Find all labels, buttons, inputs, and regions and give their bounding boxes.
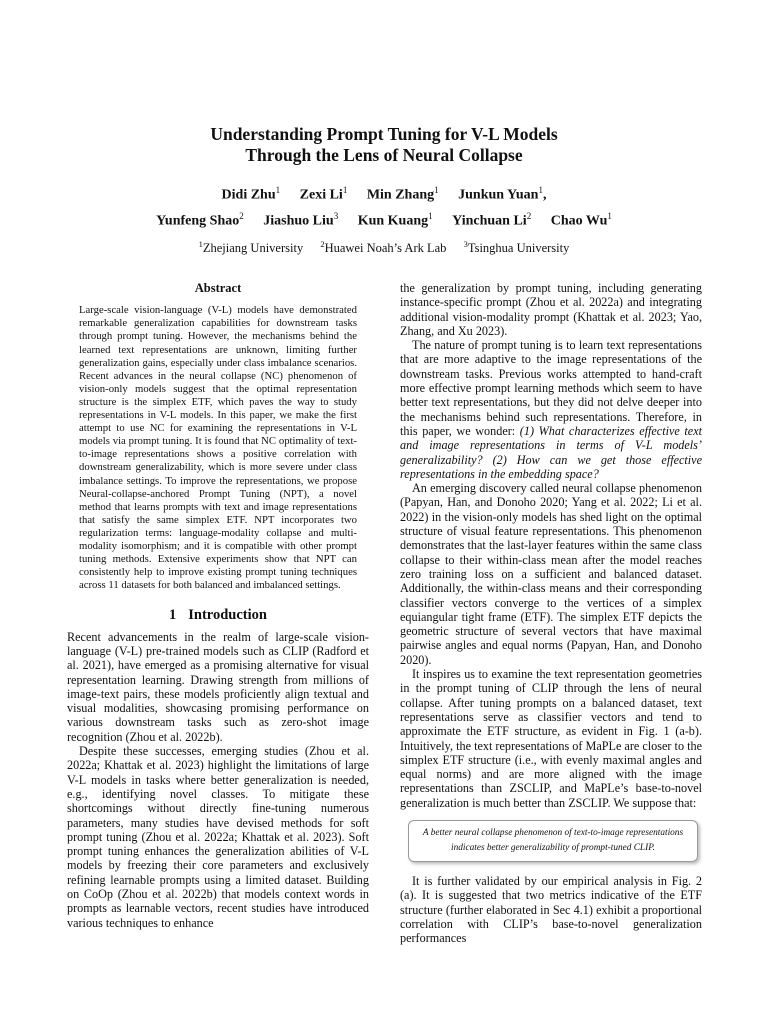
affiliation: $^2$Huawei Noah’s Ark Lab xyxy=(320,239,447,256)
author: Zexi Li$^1$ xyxy=(299,185,348,203)
intro-paragraph-7: It is further validated by our empirical analysis in Fig. 2 (a). It is suggested that two metrics indicative of the ETF structure (further elaborated in Sec 4.1) exhibit a proportional correlation with CLIP’s base-to-novel generalization performances xyxy=(400,873,702,946)
intro-paragraph-3: the generalization by prompt tuning, including generating instance-specific prompt (Zhou et al. 2022a) and integrating additional vision-modality prompt (Khattak et al. 2023; Yao, Zhang, and Xu 2023). xyxy=(400,281,702,338)
author: Didi Zhu$^1$ xyxy=(221,185,281,203)
author: Chao Wu$^1$ xyxy=(550,210,612,229)
paper-header xyxy=(0,124,768,256)
author: Jiashuo Liu$^3$ xyxy=(263,210,339,229)
abstract-heading: Abstract xyxy=(194,281,242,295)
author-row-1 xyxy=(0,180,768,206)
right-column xyxy=(400,281,702,945)
intro-paragraph-4: The nature of prompt tuning is to learn text representations that are more adaptive to the image representations of the downstream tasks. Previous works attempted to hand-craft more effective prompt learning methods which seem to have better text representations, but they did not delve deeper into the mechanisms behind such representations. Therefore, in this paper, we wonder: (1) What characterizes effective text and image representations in terms of V-L models’ generalizability? (2) How can we get those effective representations in the embedding space? xyxy=(400,338,702,481)
author-row-2 xyxy=(0,206,768,232)
author-list xyxy=(0,180,768,231)
research-questions: (1) What characterizes effective text and image representations in terms of V-L models’ generalizability? (2) How can we get those effective representations in the embedding space? xyxy=(400,423,702,481)
author: Junkun Yuan$^1$, xyxy=(458,185,547,203)
affiliation: $^3$Tsinghua University xyxy=(463,239,570,256)
section-title: Introduction xyxy=(188,607,267,624)
title-line-1: Understanding Prompt Tuning for V-L Models xyxy=(210,124,558,144)
callout-line-2: indicates better generalizability of prompt-tuned CLIP. xyxy=(451,842,655,853)
author: Yinchuan Li$^2$ xyxy=(452,210,532,229)
section-heading-introduction xyxy=(67,608,369,622)
left-column xyxy=(67,281,369,930)
intro-paragraph-1: Recent advancements in the realm of large-scale vision-language (V-L) pre-trained models such as CLIP (Radford et al. 2021), have emerged as a promising alternative for visual representation learning. Drawing strength from millions of image-text pairs, these models proficiently align textual and visual modalities, showcasing promising performance on various downstream tasks such as zero-shot image recognition (Zhou et al. 2022b). xyxy=(67,629,369,744)
abstract-body: Large-scale vision-language (V-L) models have demonstrated remarkable generalization capabilities for downstream tasks through prompt tuning. However, the mechanisms behind the learned text representations are unknown, limiting further generalization gains, especially under class imbalance scenarios. Recent advances in the neural collapse (NC) phenomenon of vision-only models suggest that the optimal representation structure is the simplex ETF, which paves the way to study representations in V-L models. In this paper, we make the first attempt to use NC for examining the representations in V-L models via prompt tuning. It is found that NC optimality of text-to-image representations shows a positive correlation with downstream generalizability, which is more severe under class imbalance settings. To improve the representations, we propose Neural-collapse-anchored Prompt Tuning (NPT), a novel method that learns prompts with text and image representations that satisfy the same simplex ETF. NPT incorporates two regularization terms: language-modality collapse and multi-modality isomorphism; and it is compatible with other prompt tuning methods. Extensive experiments show that NPT can consistently help to improve existing prompt tuning techniques across 11 datasets for both balanced and imbalanced settings. xyxy=(79,304,357,592)
hypothesis-callout-box xyxy=(408,820,698,862)
affiliation: $^1$Zhejiang University xyxy=(198,239,304,256)
author: Yunfeng Shao$^2$ xyxy=(156,210,244,229)
callout-line-1: A better neural collapse phenomenon of text-to-image representations xyxy=(422,827,684,838)
intro-paragraph-5: An emerging discovery called neural collapse phenomenon (Papyan, Han, and Donoho 2020; Yang et al. 2022; Li et al. 2022) in the vision-only models has shed light on the optimal structure of visual feature representations. This phenomenon demonstrates that the last-layer features within the same class collapse to their within-class mean after the model reaches zero training loss on a sufficient and balanced dataset. Additionally, the within-class means and their corresponding classifier vectors converge to the vertices of a simplex equiangular tight frame (ETF). The simplex ETF depicts the geometric structure of several vectors that have maximal pairwise angles and equal norms (Papyan, Han, and Donoho 2020). xyxy=(400,481,702,667)
author: Min Zhang$^1$ xyxy=(366,185,439,203)
title-line-2: Through the Lens of Neural Collapse xyxy=(245,145,523,165)
intro-paragraph-6: It inspires us to examine the text representation geometries in the prompt tuning of CLIP through the lens of neural collapse. After tuning prompts on a balanced dataset, text representations serve as classifier vectors and tend to approximate the ETF structure, as evident in Fig. 1 (a-b). Intuitively, the text representations of MaPLe are closer to the simplex ETF structure (i.e., with evenly maximal angles and equal norms) and are more aligned with the image representations than ZSCLIP, and MaPLe’s base-to-novel generalization is much better than ZSCLIP. We suppose that: xyxy=(400,667,702,810)
intro-paragraph-2: Despite these successes, emerging studies (Zhou et al. 2022a; Khattak et al. 2023) highlight the limitations of large V-L models in tasks where better generalization is needed, e.g., identifying novel classes. To mitigate these shortcomings without directly fine-tuning numerous parameters, many studies have devised methods for soft prompt tuning (Zhou et al. 2022a; Khattak et al. 2023). Soft prompt tuning enhances the generalization abilities of V-L models by freezing their core parameters and exclusively refining learnable prompts using a limited dataset. Building on CoOp (Zhou et al. 2022b) that models context words in prompts as learnable vectors, recent studies have introduced various techniques to enhance xyxy=(67,744,369,930)
paper-title xyxy=(0,124,768,166)
section-number: 1 xyxy=(169,607,177,624)
affiliation-list xyxy=(0,236,768,256)
author: Kun Kuang$^1$ xyxy=(357,210,433,229)
